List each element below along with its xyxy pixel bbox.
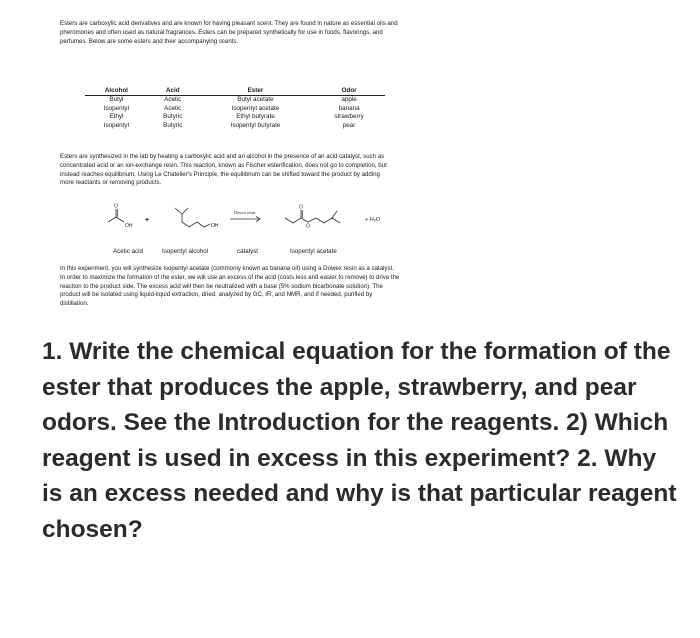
cell-acid: Butyric (163, 121, 183, 129)
plus-sign: + (145, 217, 150, 224)
ether-o-label: O (306, 223, 310, 230)
label-isopentyl-alcohol: Isopentyl alcohol (162, 248, 209, 255)
cell-ester: Butyl acetate (237, 96, 274, 104)
label-acetic-acid: Acetic acid (113, 248, 143, 255)
acetic-acid-skeleton (108, 217, 124, 222)
question-text: 1. Write the chemical equation for the formation of the ester that produces the apple, strawberry, and pear odors. See the Introduction for the reagents. 2) Which reagent is used in excess in this experiment? 2. Why is an excess needed and why is that particular reagent chosen? (42, 338, 677, 543)
header-ester: Ester (198, 86, 313, 96)
header-acid: Acid (148, 86, 198, 96)
cell-alcohol: Isopentyl (103, 121, 129, 129)
isopentyl-alcohol-skeleton (175, 208, 210, 227)
intro-paragraph: Esters are carboxylic acid derivatives and are known for having pleasant scent. They are found in nature as essential oils and pheromones and often used as natural fragrances. Esters can be prepared synthetically for use in foods, flavorings, and perfumes. Below are some esters and their accompanying scents. (60, 20, 398, 45)
cell-alcohol: Butyl (109, 96, 124, 104)
cell-alcohol: Ethyl (109, 113, 124, 121)
table-row (85, 122, 385, 130)
cell-odor: strawberry (334, 113, 364, 121)
cell-ester: Isopentyl butyrate (230, 121, 281, 129)
table-row (85, 96, 385, 105)
table-header-row (85, 86, 385, 96)
label-isopentyl-acetate: Isopentyl acetate (290, 248, 337, 255)
ester-table (85, 86, 385, 130)
reaction-scheme (100, 200, 400, 238)
isopentyl-acetate-skeleton (285, 218, 340, 223)
oh-label-acid: OH (125, 223, 133, 229)
label-catalyst: catalyst (237, 248, 258, 255)
cell-acid: Acetic (164, 96, 182, 104)
cell-odor: pear (342, 121, 356, 129)
cell-alcohol: Isopentyl (103, 104, 129, 112)
synthesis-paragraph: Esters are synthesized in the lab by heating a carboxylic acid and an alcohol in the presence of an acid catalyst, such as concentrated acid or an ion-exchange resin. This reaction, known as Fischer esterification, does not go to completion, but instead reaches equilibrium. Using Le Chatelier's Principle, the equilibrium can be shifted toward the product by adding more reactants or removing products. (60, 153, 387, 187)
table-row (85, 105, 385, 113)
header-odor: Odor (313, 86, 385, 96)
oh-label-alcohol: OH (211, 223, 219, 229)
cell-acid: Acetic (164, 104, 182, 112)
carbonyl-o-label-acid: O (114, 203, 118, 210)
water-product: + H₂O (365, 217, 381, 223)
header-alcohol: Alcohol (85, 86, 148, 96)
carbonyl-o-label-ester: O (299, 204, 303, 211)
catalyst-over-arrow: Dowex resin (234, 210, 256, 215)
cell-ester: Ethyl butyrate (236, 113, 275, 121)
cell-odor: banana (338, 104, 360, 112)
cell-odor: apple (341, 96, 357, 104)
cell-acid: Butyric (163, 113, 183, 121)
table-row (85, 113, 385, 121)
experiment-paragraph: In this experiment, you will synthesize isopentyl acetate (commonly known as banana oil) using a Dowex resin as a catalyst. In order to maximize the formation of the ester, we will use an excess of the acid (costs less and easier to remove) to drive the reaction to the product side. The excess acid will then be neutralized with a base (5% sodium bicarbonate solution). The product will be isolated using liquid-liquid extraction, dried, analyzed by GC, IR, and NMR, and if needed, purified by distillation. (60, 265, 400, 308)
cell-ester: Isopentyl acetate (231, 104, 280, 112)
